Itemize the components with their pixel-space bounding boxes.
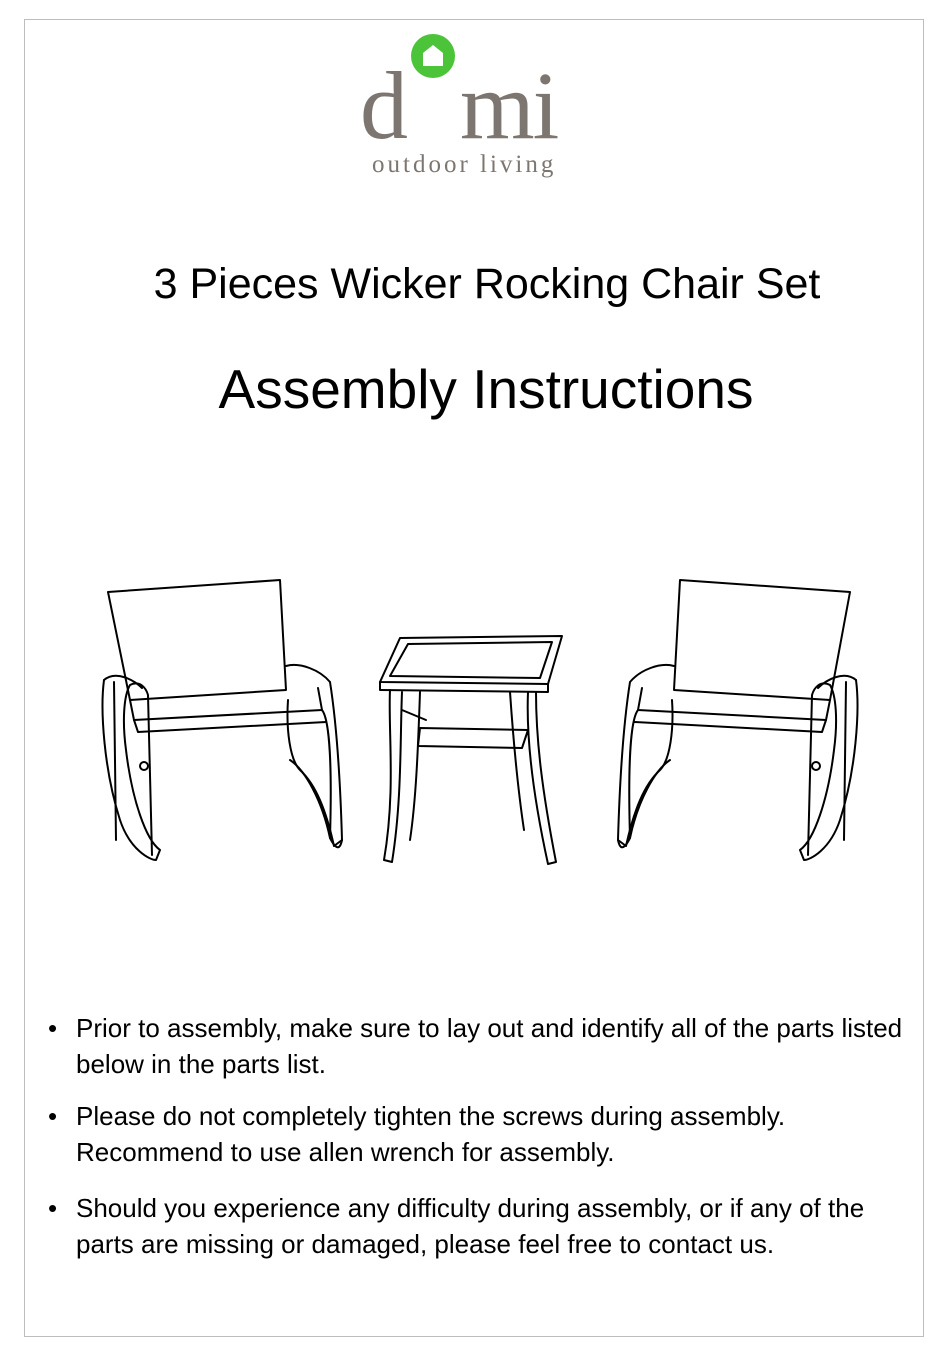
bullet-icon: • — [48, 1101, 58, 1131]
logo-letters-mi: mi — [460, 52, 558, 159]
brand-logo — [360, 52, 610, 188]
furniture-set-illustration — [90, 570, 870, 880]
note-text: Should you experience any difficulty during assembly, or if any of the parts are missing or damaged, please feel free to contact us. — [76, 1193, 865, 1259]
logo-wordmark — [360, 52, 558, 159]
bullet-icon: • — [48, 1193, 58, 1223]
note-text: Please do not completely tighten the screws during assembly. Recommend to use allen wrench for assembly. — [76, 1101, 786, 1167]
logo-tagline: outdoor living — [372, 151, 557, 178]
side-table-icon — [380, 636, 562, 864]
rocking-chair-right-icon — [618, 580, 857, 860]
product-name: 3 Pieces Wicker Rocking Chair Set — [153, 260, 821, 308]
house-o-icon — [406, 78, 460, 138]
rocking-chair-left-icon — [103, 580, 342, 860]
note-item — [48, 1098, 908, 1170]
page-title: Assembly Instructions — [218, 358, 754, 420]
note-item — [48, 1010, 908, 1082]
note-text: Prior to assembly, make sure to lay out and identify all of the parts listed below in the parts list. — [76, 1013, 903, 1079]
logo-letter-d: d — [360, 52, 406, 159]
assembly-notes — [48, 1010, 908, 1262]
bullet-icon: • — [48, 1013, 58, 1043]
note-item — [48, 1190, 908, 1262]
